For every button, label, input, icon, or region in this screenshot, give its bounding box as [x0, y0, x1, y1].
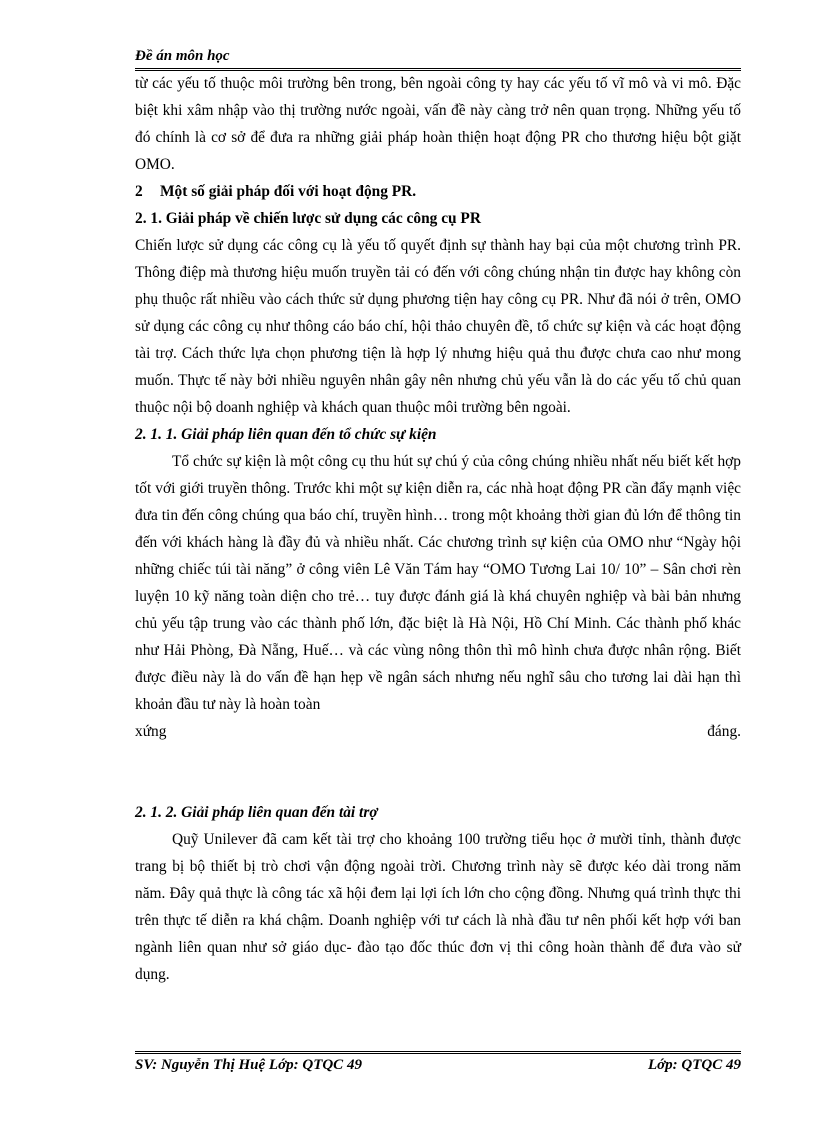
section-2-number: 2 [135, 183, 143, 200]
page-content [135, 70, 741, 988]
section-2-heading [135, 178, 741, 205]
footer-class: Lớp: QTQC 49 [647, 1057, 741, 1073]
header-title: Đề án môn học [135, 48, 230, 64]
section-2-1-1-paragraph: Tổ chức sự kiện là một công cụ thu hút sự chú ý của công chúng nhiều nhất nếu biết kết hợp tốt với giới truyền thông. Trước khi một sự kiện diễn ra, các nhà hoạt động PR cần đẩy mạnh việc đưa tin đến công chúng qua báo chí, truyền hình… trong một khoảng thời gian đủ lớn để thông tin đến với khách hàng là đầy đủ và nhiều nhất. Các chương trình sự kiện của OMO như “Ngày hội những chiếc túi tài năng” ở công viên Lê Văn Tám hay “OMO Tương Lai 10/ 10” – Sân chơi rèn luyện 10 kỹ năng toàn diện cho trẻ… tuy được đánh giá là khá chuyên nghiệp và bài bản nhưng chủ yếu tập trung vào các thành phố lớn, đặc biệt là Hà Nội, Hồ Chí Minh. Các thành phố khác như Hải Phòng, Đà Nẵng, Huế… và các vùng nông thôn thì mô hình chưa được nhân rộng. Biết được điều này là do vấn đề hạn hẹp về ngân sách nhưng nếu nghĩ sâu cho tương lai dài hạn thì khoản đầu tư này là hoàn toàn [135, 453, 741, 713]
section-2-1-2-paragraph: Quỹ Unilever đã cam kết tài trợ cho khoảng 100 trường tiểu học ở mười tỉnh, thành được trang bị bộ thiết bị trò chơi vận động ngoài trời. Chương trình này sẽ được kéo dài trong năm năm. Đây quả thực là công tác xã hội đem lại lợi ích lớn cho cộng đồng. Nhưng quá trình thực thi trên thực tế diễn ra khá chậm. Doanh nghiệp với tư cách là nhà đầu tư nên phối kết hợp với ban ngành liên quan như sở giáo dục- đào tạo đốc thúc đơn vị thi công hoàn thành để đưa vào sử dụng. [135, 831, 741, 983]
last-line-left: xứng [135, 723, 167, 740]
footer [135, 1057, 741, 1074]
intro-paragraph: từ các yếu tố thuộc môi trường bên trong, bên ngoài công ty hay các yếu tố vĩ mô và vi mô. Đặc biệt khi xâm nhập vào thị trường nước ngoài, vấn đề này càng trở nên quan trọng. Những yếu tố đó chính là cơ sở để đưa ra những giải pháp hoàn thiện hoạt động PR cho thương hiệu bột giặt OMO. [135, 75, 741, 173]
blank-gap [135, 745, 741, 799]
section-2-1-paragraph: Chiến lược sử dụng các công cụ là yếu tố quyết định sự thành hay bại của một chương trình PR. Thông điệp mà thương hiệu muốn truyền tải có đến với công chúng nhận tin được hay không còn phụ thuộc rất nhiều vào cách thức sử dụng phương tiện hay công cụ PR. Như đã nói ở trên, OMO sử dụng các công cụ như thông cáo báo chí, hội thảo chuyên đề, tổ chức sự kiện và các hoạt động tài trợ. Cách thức lựa chọn phương tiện là hợp lý nhưng hiệu quả thu được chưa cao như mong muốn. Thực tế này bởi nhiều nguyên nhân gây nên nhưng chủ yếu vẫn là do các yếu tố chủ quan thuộc nội bộ doanh nghiệp và khách quan thuộc môi trường bên ngoài. [135, 237, 741, 416]
last-line-right: đáng. [707, 723, 741, 740]
footer-student: SV: Nguyễn Thị Huệ Lớp: QTQC 49 [135, 1057, 362, 1073]
section-2-1-1-heading: 2. 1. 1. Giải pháp liên quan đến tổ chức sự kiện [135, 426, 437, 443]
section-2-1-2-heading: 2. 1. 2. Giải pháp liên quan đến tài trợ [135, 804, 378, 821]
section-2-1-1-last-line [135, 718, 741, 745]
footer-divider [135, 1051, 741, 1054]
section-2-title: Một số giải pháp đối với hoạt động PR. [160, 183, 417, 200]
section-2-1-heading: 2. 1. Giải pháp về chiến lược sử dụng các công cụ PR [135, 210, 481, 227]
